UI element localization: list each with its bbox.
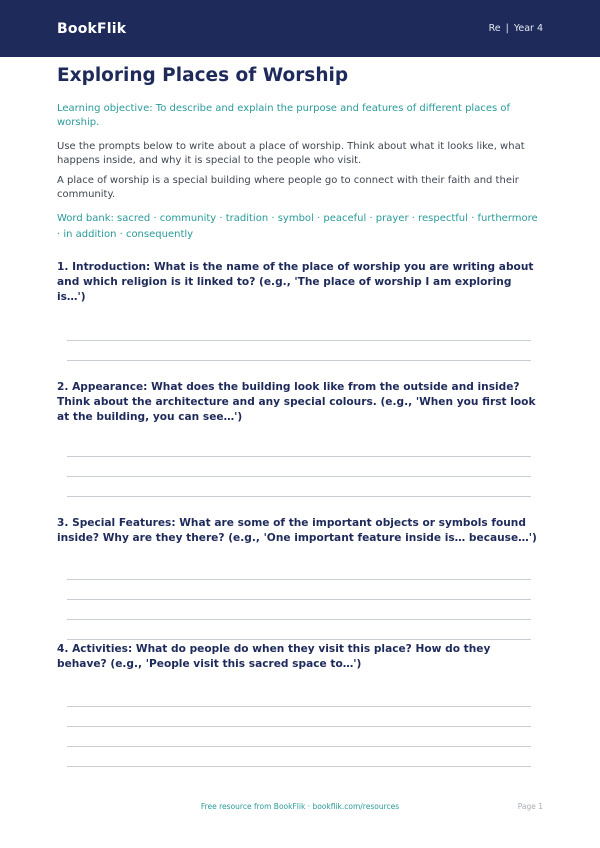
answer-line[interactable]: [67, 476, 531, 477]
year-label: Year 4: [513, 23, 543, 34]
answer-line[interactable]: [67, 456, 531, 457]
answer-line[interactable]: [67, 766, 531, 767]
answer-area-1[interactable]: [67, 340, 531, 361]
subject-label: Re: [488, 23, 501, 34]
page-number: Page 1: [517, 802, 543, 811]
subject-year: [489, 23, 543, 34]
answer-area-3[interactable]: [67, 579, 531, 640]
answer-line[interactable]: [67, 496, 531, 497]
answer-line[interactable]: [67, 746, 531, 747]
learning-objective: Learning objective: To describe and explain the purpose and features of different places of worship.: [57, 103, 510, 128]
answer-line[interactable]: [67, 706, 531, 707]
word-bank: Word bank: sacred · community · tradition · symbol · peaceful · prayer · respectful · furthermore · in addition · consequently: [57, 213, 538, 240]
question-4: 4. Activities: What do people do when they visit this place? How do they behave? (e.g., 'People visit this sacred space to…'): [57, 643, 491, 670]
definition: A place of worship is a special building where people go to connect with their faith and their community.: [57, 175, 519, 200]
instructions: Use the prompts below to write about a place of worship. Think about what it looks like, what happens inside, and why it is special to the people who visit.: [57, 141, 525, 166]
page-header: [0, 0, 600, 57]
worksheet-title: Exploring Places of Worship: [57, 65, 349, 86]
question-2: 2. Appearance: What does the building look like from the outside and inside? Think about the architecture and any special colours. (e.g., 'When you first look at the building, you can see…'): [57, 381, 536, 423]
question-3: 3. Special Features: What are some of the important objects or symbols found inside? Why are they there? (e.g., 'One important feature inside is… because…'): [57, 517, 537, 544]
answer-line[interactable]: [67, 726, 531, 727]
footer-credit[interactable]: Free resource from BookFlik · bookflik.com/resources: [200, 802, 400, 811]
answer-line[interactable]: [67, 340, 531, 341]
answer-area-4[interactable]: [67, 706, 531, 767]
answer-line[interactable]: [67, 619, 531, 620]
answer-line[interactable]: [67, 599, 531, 600]
brand-name: BookFlik: [57, 20, 127, 37]
answer-line[interactable]: [67, 639, 531, 640]
worksheet-content: [57, 64, 543, 767]
answer-line[interactable]: [67, 360, 531, 361]
answer-area-2[interactable]: [67, 456, 531, 497]
answer-line[interactable]: [67, 579, 531, 580]
question-1: 1. Introduction: What is the name of the place of worship you are writing about and which religion is it linked to? (e.g., 'The place of worship I am exploring is…'): [57, 261, 534, 303]
meta-separator: |: [505, 23, 509, 34]
